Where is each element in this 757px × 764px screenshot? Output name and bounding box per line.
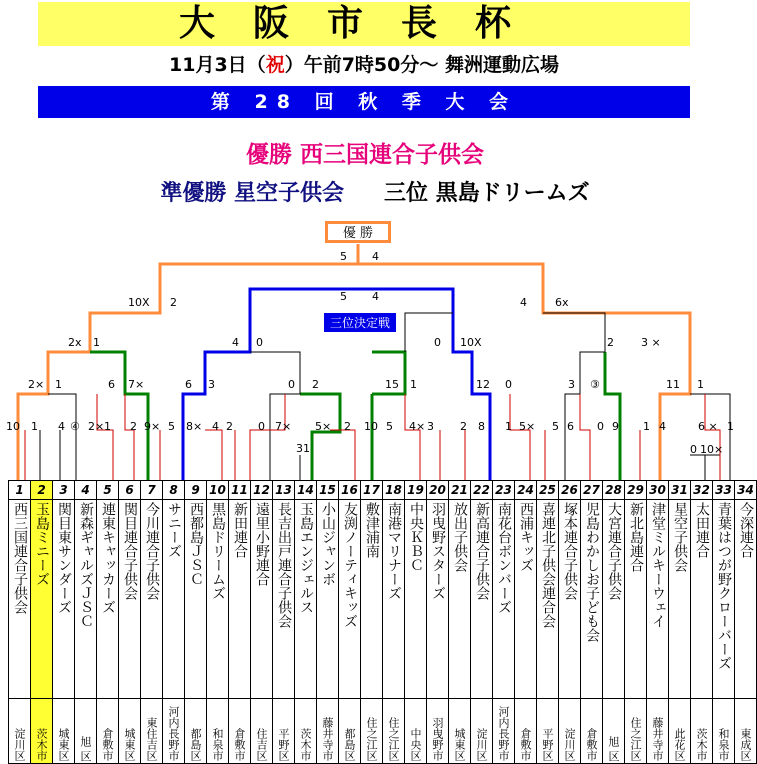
team-city: 住吉区 [255, 728, 268, 761]
score-label: 4 [372, 250, 379, 263]
team-name-cell [625, 500, 647, 699]
score-label: 4 [659, 420, 666, 433]
score-label: 7× [275, 420, 292, 433]
team-name: 放出子供会 [452, 502, 468, 572]
team-city-cell [625, 699, 647, 764]
team-number: 8 [163, 481, 185, 500]
score-label: ③ [590, 378, 600, 391]
team-city-cell [493, 699, 515, 764]
team-name-cell [427, 500, 449, 699]
bracket-line [250, 289, 453, 313]
score-label: 6 × [698, 420, 718, 433]
score-label: 2 [607, 336, 614, 349]
team-name: 羽曳野スターズ [430, 502, 446, 600]
score-label: 1 [93, 336, 100, 349]
team-name-cell [361, 500, 383, 699]
team-name: 星空子供会 [672, 502, 688, 572]
team-city: 都島区 [343, 728, 356, 761]
team-name: 黒島ドリームズ [210, 502, 226, 600]
team-city: 住之江区 [365, 717, 378, 761]
bracket-line [510, 394, 530, 480]
team-number: 3 [53, 481, 75, 500]
team-number: 31 [669, 481, 691, 500]
team-name-cell [405, 500, 427, 699]
team-name: 大宮連合子供会 [606, 502, 622, 600]
team-city: 藤井寺市 [651, 717, 664, 761]
team-name-cell [735, 500, 757, 699]
team-name: 南港マリナーズ [386, 502, 402, 600]
team-city-cell [647, 699, 669, 764]
team-city: 淀川区 [563, 728, 576, 761]
score-label: 2× [28, 378, 45, 391]
team-name-cell [603, 500, 625, 699]
team-name: 塚本連合子供会 [562, 502, 578, 600]
team-name: 小山ジャンボ [320, 502, 336, 586]
score-label: 31 [296, 442, 310, 455]
team-city: 倉敷市 [585, 728, 598, 761]
team-city: 都島区 [189, 728, 202, 761]
team-name-cell [339, 500, 361, 699]
bracket-line [543, 313, 605, 480]
team-name-cell [75, 500, 97, 699]
team-city: 東住吉区 [145, 717, 158, 761]
bracket-line [250, 352, 300, 480]
team-name-cell [141, 500, 163, 699]
runner-up: 準優勝 星空子供会 [160, 181, 344, 206]
team-number: 27 [581, 481, 603, 500]
team-city-cell [9, 699, 31, 764]
team-city-cell [581, 699, 603, 764]
team-city-cell [273, 699, 295, 764]
team-city-cell [735, 699, 757, 764]
team-city-cell [229, 699, 251, 764]
team-name-cell [493, 500, 515, 699]
score-label: 5× [519, 420, 536, 433]
team-name-cell [515, 500, 537, 699]
bracket-line [605, 352, 620, 480]
team-city-cell [427, 699, 449, 764]
score-label: 0 [288, 378, 295, 391]
team-name-cell [691, 500, 713, 699]
score-label: 5× [315, 420, 332, 433]
score-label: 3 × [641, 336, 661, 349]
score-label: 5 [340, 290, 347, 303]
team-city: 旭 区 [79, 735, 92, 761]
date-prefix: 11月3日（ [169, 54, 266, 76]
team-city: 住之江区 [387, 717, 400, 761]
team-number: 12 [251, 481, 273, 500]
score-label: 10 [6, 420, 20, 433]
bracket-line [205, 430, 222, 480]
team-name-cell [295, 500, 317, 699]
team-name-cell [669, 500, 691, 699]
team-city: 藤井寺市 [321, 717, 334, 761]
team-name: サニーズ [166, 502, 182, 558]
score-label: 0 [256, 336, 263, 349]
bracket-line [405, 313, 453, 352]
score-label: 6 [567, 420, 574, 433]
score-label: 15 [385, 378, 399, 391]
team-city-cell [537, 699, 559, 764]
team-name: 新田連合 [232, 502, 248, 558]
page-title: 大阪市長杯 [38, 2, 690, 46]
team-name-cell [207, 500, 229, 699]
team-name: 玉島ミニーズ [34, 502, 50, 586]
bracket-line [125, 394, 134, 480]
team-city: 和泉市 [717, 728, 730, 761]
team-number: 26 [559, 481, 581, 500]
score-label: 12 [476, 378, 490, 391]
time-venue: ）午前7時50分～ 舞洲運動広場 [284, 54, 559, 76]
score-label: 2 [460, 420, 467, 433]
score-label: 4 [232, 336, 239, 349]
score-label: 1 [505, 420, 512, 433]
team-city: 倉敷市 [233, 728, 246, 761]
team-city-cell [317, 699, 339, 764]
team-name-cell [97, 500, 119, 699]
score-label: 1 [697, 378, 704, 391]
team-city-cell [251, 699, 273, 764]
score-label: 10× [700, 443, 724, 456]
team-name-cell [31, 500, 53, 699]
team-number: 22 [471, 481, 493, 500]
score-label: 2 [344, 420, 351, 433]
team-city: 城東区 [57, 728, 70, 761]
score-label: 4 [212, 420, 219, 433]
holiday-mark: 祝 [265, 54, 285, 76]
score-label: 2 [130, 420, 137, 433]
team-city-cell [515, 699, 537, 764]
team-number: 11 [229, 481, 251, 500]
score-label: ④ [70, 420, 80, 433]
team-number: 16 [339, 481, 361, 500]
team-number: 24 [515, 481, 537, 500]
score-label: 3 [568, 378, 575, 391]
team-name-cell [471, 500, 493, 699]
score-label: 0 [597, 420, 604, 433]
score-label: 4× [409, 420, 426, 433]
team-number: 30 [647, 481, 669, 500]
team-number: 4 [75, 481, 97, 500]
team-city-cell [405, 699, 427, 764]
score-label: 5 [552, 420, 559, 433]
bracket-line [580, 394, 590, 480]
tournament-banner: 第 28 回 秋 季 大 会 [38, 86, 690, 118]
score-label: 10 [364, 420, 378, 433]
score-label: 1 [31, 420, 38, 433]
team-city-cell [383, 699, 405, 764]
team-number: 29 [625, 481, 647, 500]
team-name: 西都島ＪＳＣ [188, 502, 204, 586]
team-city-cell [669, 699, 691, 764]
bracket-line [300, 394, 340, 480]
team-city-cell [603, 699, 625, 764]
team-name-cell [163, 500, 185, 699]
team-number: 5 [97, 481, 119, 500]
team-name-cell [559, 500, 581, 699]
score-label: 4 [58, 420, 65, 433]
team-city: 河内長野市 [497, 706, 510, 761]
score-label: 5 [386, 420, 393, 433]
final-label: 優 勝 [342, 226, 374, 241]
team-number: 1 [9, 481, 31, 500]
score-label: 0 [690, 443, 697, 456]
team-name: 関目連合子供会 [122, 502, 138, 600]
score-label: 7× [128, 378, 145, 391]
team-number: 19 [405, 481, 427, 500]
team-city: 淀川区 [13, 728, 26, 761]
team-name-cell [537, 500, 559, 699]
team-city-cell [97, 699, 119, 764]
score-label: 5 [168, 420, 175, 433]
score-label: 2× [88, 420, 105, 433]
team-number: 21 [449, 481, 471, 500]
team-name-cell [9, 500, 31, 699]
score-label: 10X [128, 296, 150, 309]
team-city-cell [361, 699, 383, 764]
score-label: 9 [612, 420, 619, 433]
score-label: 1 [55, 378, 62, 391]
team-city-cell [185, 699, 207, 764]
score-label: 4 [372, 290, 379, 303]
third-match-label: 三位決定戦 [329, 316, 391, 330]
team-city-cell [119, 699, 141, 764]
team-name-cell [449, 500, 471, 699]
team-city: 茨木市 [695, 728, 708, 761]
score-label: 2 [312, 378, 319, 391]
team-number: 14 [295, 481, 317, 500]
team-city: 平野区 [277, 728, 290, 761]
team-name: 敷津浦南 [364, 502, 380, 558]
team-city-cell [163, 699, 185, 764]
score-label: 1 [727, 420, 734, 433]
score-label: 0 [505, 378, 512, 391]
team-name: 中央ＫＢＣ [408, 502, 424, 572]
score-label: 8× [186, 420, 203, 433]
team-number: 17 [361, 481, 383, 500]
third-place: 三位 黒島ドリームズ [384, 181, 590, 206]
bracket-line [705, 394, 720, 480]
team-name-cell [581, 500, 603, 699]
team-city-cell [75, 699, 97, 764]
team-city: 茨木市 [299, 728, 312, 761]
score-label: 11 [666, 378, 680, 391]
team-name: 新森ギャルズＪＳＣ [78, 502, 94, 628]
team-name: 新北島連合 [628, 502, 644, 572]
team-city-cell [53, 699, 75, 764]
team-name: 玉島エンジェルス [298, 502, 314, 614]
team-name: 関目東サンダーズ [56, 502, 72, 614]
score-label: 0 [258, 420, 265, 433]
team-city-cell [713, 699, 735, 764]
team-number: 20 [427, 481, 449, 500]
team-city: 倉敷市 [519, 728, 532, 761]
team-number: 10 [207, 481, 229, 500]
team-city: 倉敷市 [101, 728, 114, 761]
team-name-cell [119, 500, 141, 699]
team-city-cell [339, 699, 361, 764]
team-name: 友渕ノーティキッズ [342, 502, 358, 628]
score-label: 4 [520, 296, 527, 309]
team-number: 33 [713, 481, 735, 500]
score-label: 1 [643, 420, 650, 433]
score-label: 0 [434, 336, 441, 349]
team-city-cell [559, 699, 581, 764]
team-name: 今深連合 [738, 502, 754, 558]
team-city: 中央区 [409, 728, 422, 761]
team-name: 今川連合子供会 [144, 502, 160, 600]
score-label: 6 [185, 378, 192, 391]
team-number: 9 [185, 481, 207, 500]
team-name-cell [251, 500, 273, 699]
team-number: 23 [493, 481, 515, 500]
team-number: 32 [691, 481, 713, 500]
score-label: 6x [555, 296, 569, 309]
team-city: 淀川区 [475, 728, 488, 761]
team-name-cell [317, 500, 339, 699]
team-name: 太田連合 [694, 502, 710, 558]
team-name: 長吉出戸連合子供会 [276, 502, 292, 628]
score-label: 6 [108, 378, 115, 391]
team-number: 34 [735, 481, 757, 500]
champion-line: 優勝 西三国連合子供会 [245, 142, 484, 168]
team-city: 旭 区 [607, 735, 620, 761]
team-name: 喜連北子供会連合会 [540, 502, 556, 628]
team-city-cell [295, 699, 317, 764]
team-name-cell [53, 500, 75, 699]
team-number: 28 [603, 481, 625, 500]
score-label: 1 [104, 420, 111, 433]
team-city: 城東区 [123, 728, 136, 761]
team-name: 遠里小野連合 [254, 502, 270, 586]
team-city: 河内長野市 [167, 706, 180, 761]
bracket-line [48, 394, 76, 480]
team-city: 茨木市 [35, 728, 48, 761]
team-city: 住之江区 [629, 717, 642, 761]
team-name: 児島わかしお子ども会 [584, 502, 600, 642]
team-city-cell [207, 699, 229, 764]
bracket-line [690, 394, 730, 480]
score-label: 10X [460, 336, 482, 349]
team-city: 平野区 [541, 728, 554, 761]
bracket-line [97, 394, 113, 480]
team-number: 25 [537, 481, 559, 500]
score-label: 1 [410, 378, 417, 391]
team-city: 羽曳野市 [431, 717, 444, 761]
team-number: 7 [141, 481, 163, 500]
bracket-line [405, 394, 420, 480]
team-number: 2 [31, 481, 53, 500]
team-city: 和泉市 [211, 728, 224, 761]
team-name: 青葉はつが野クローバーズ [716, 502, 732, 670]
score-label: 9× [144, 420, 161, 433]
team-name: 西三国連合子供会 [12, 502, 28, 614]
team-city-cell [31, 699, 53, 764]
team-name: 南花台ボンバーズ [496, 502, 512, 614]
team-city: 此花区 [673, 728, 686, 761]
team-name-cell [647, 500, 669, 699]
bracket-line [183, 289, 250, 480]
score-label: 2 [170, 296, 177, 309]
team-name-cell [185, 500, 207, 699]
team-name: 連東キャッカーズ [100, 502, 116, 614]
team-name: 西浦キッズ [518, 502, 534, 572]
score-label: 8 [478, 420, 485, 433]
team-name-cell [229, 500, 251, 699]
score-label: 5 [340, 250, 347, 263]
team-name: 津堂ミルキーウェイ [650, 502, 666, 628]
team-name-cell [383, 500, 405, 699]
team-name-cell [713, 500, 735, 699]
score-label: 2 [226, 420, 233, 433]
team-city: 城東区 [453, 728, 466, 761]
team-city-cell [471, 699, 493, 764]
team-name-cell [273, 500, 295, 699]
team-city-cell [141, 699, 163, 764]
score-label: 3 [208, 378, 215, 391]
score-label: 3 [427, 420, 434, 433]
team-name: 新高連合子供会 [474, 502, 490, 600]
bracket-line [250, 394, 285, 480]
team-city-cell [449, 699, 471, 764]
team-number: 15 [317, 481, 339, 500]
team-number: 13 [273, 481, 295, 500]
team-city-cell [691, 699, 713, 764]
team-number: 6 [119, 481, 141, 500]
score-label: 2x [68, 336, 82, 349]
bracket-line [90, 352, 148, 480]
team-table [8, 480, 757, 764]
team-city: 東成区 [739, 728, 752, 761]
bracket-line [330, 430, 355, 480]
team-number: 18 [383, 481, 405, 500]
